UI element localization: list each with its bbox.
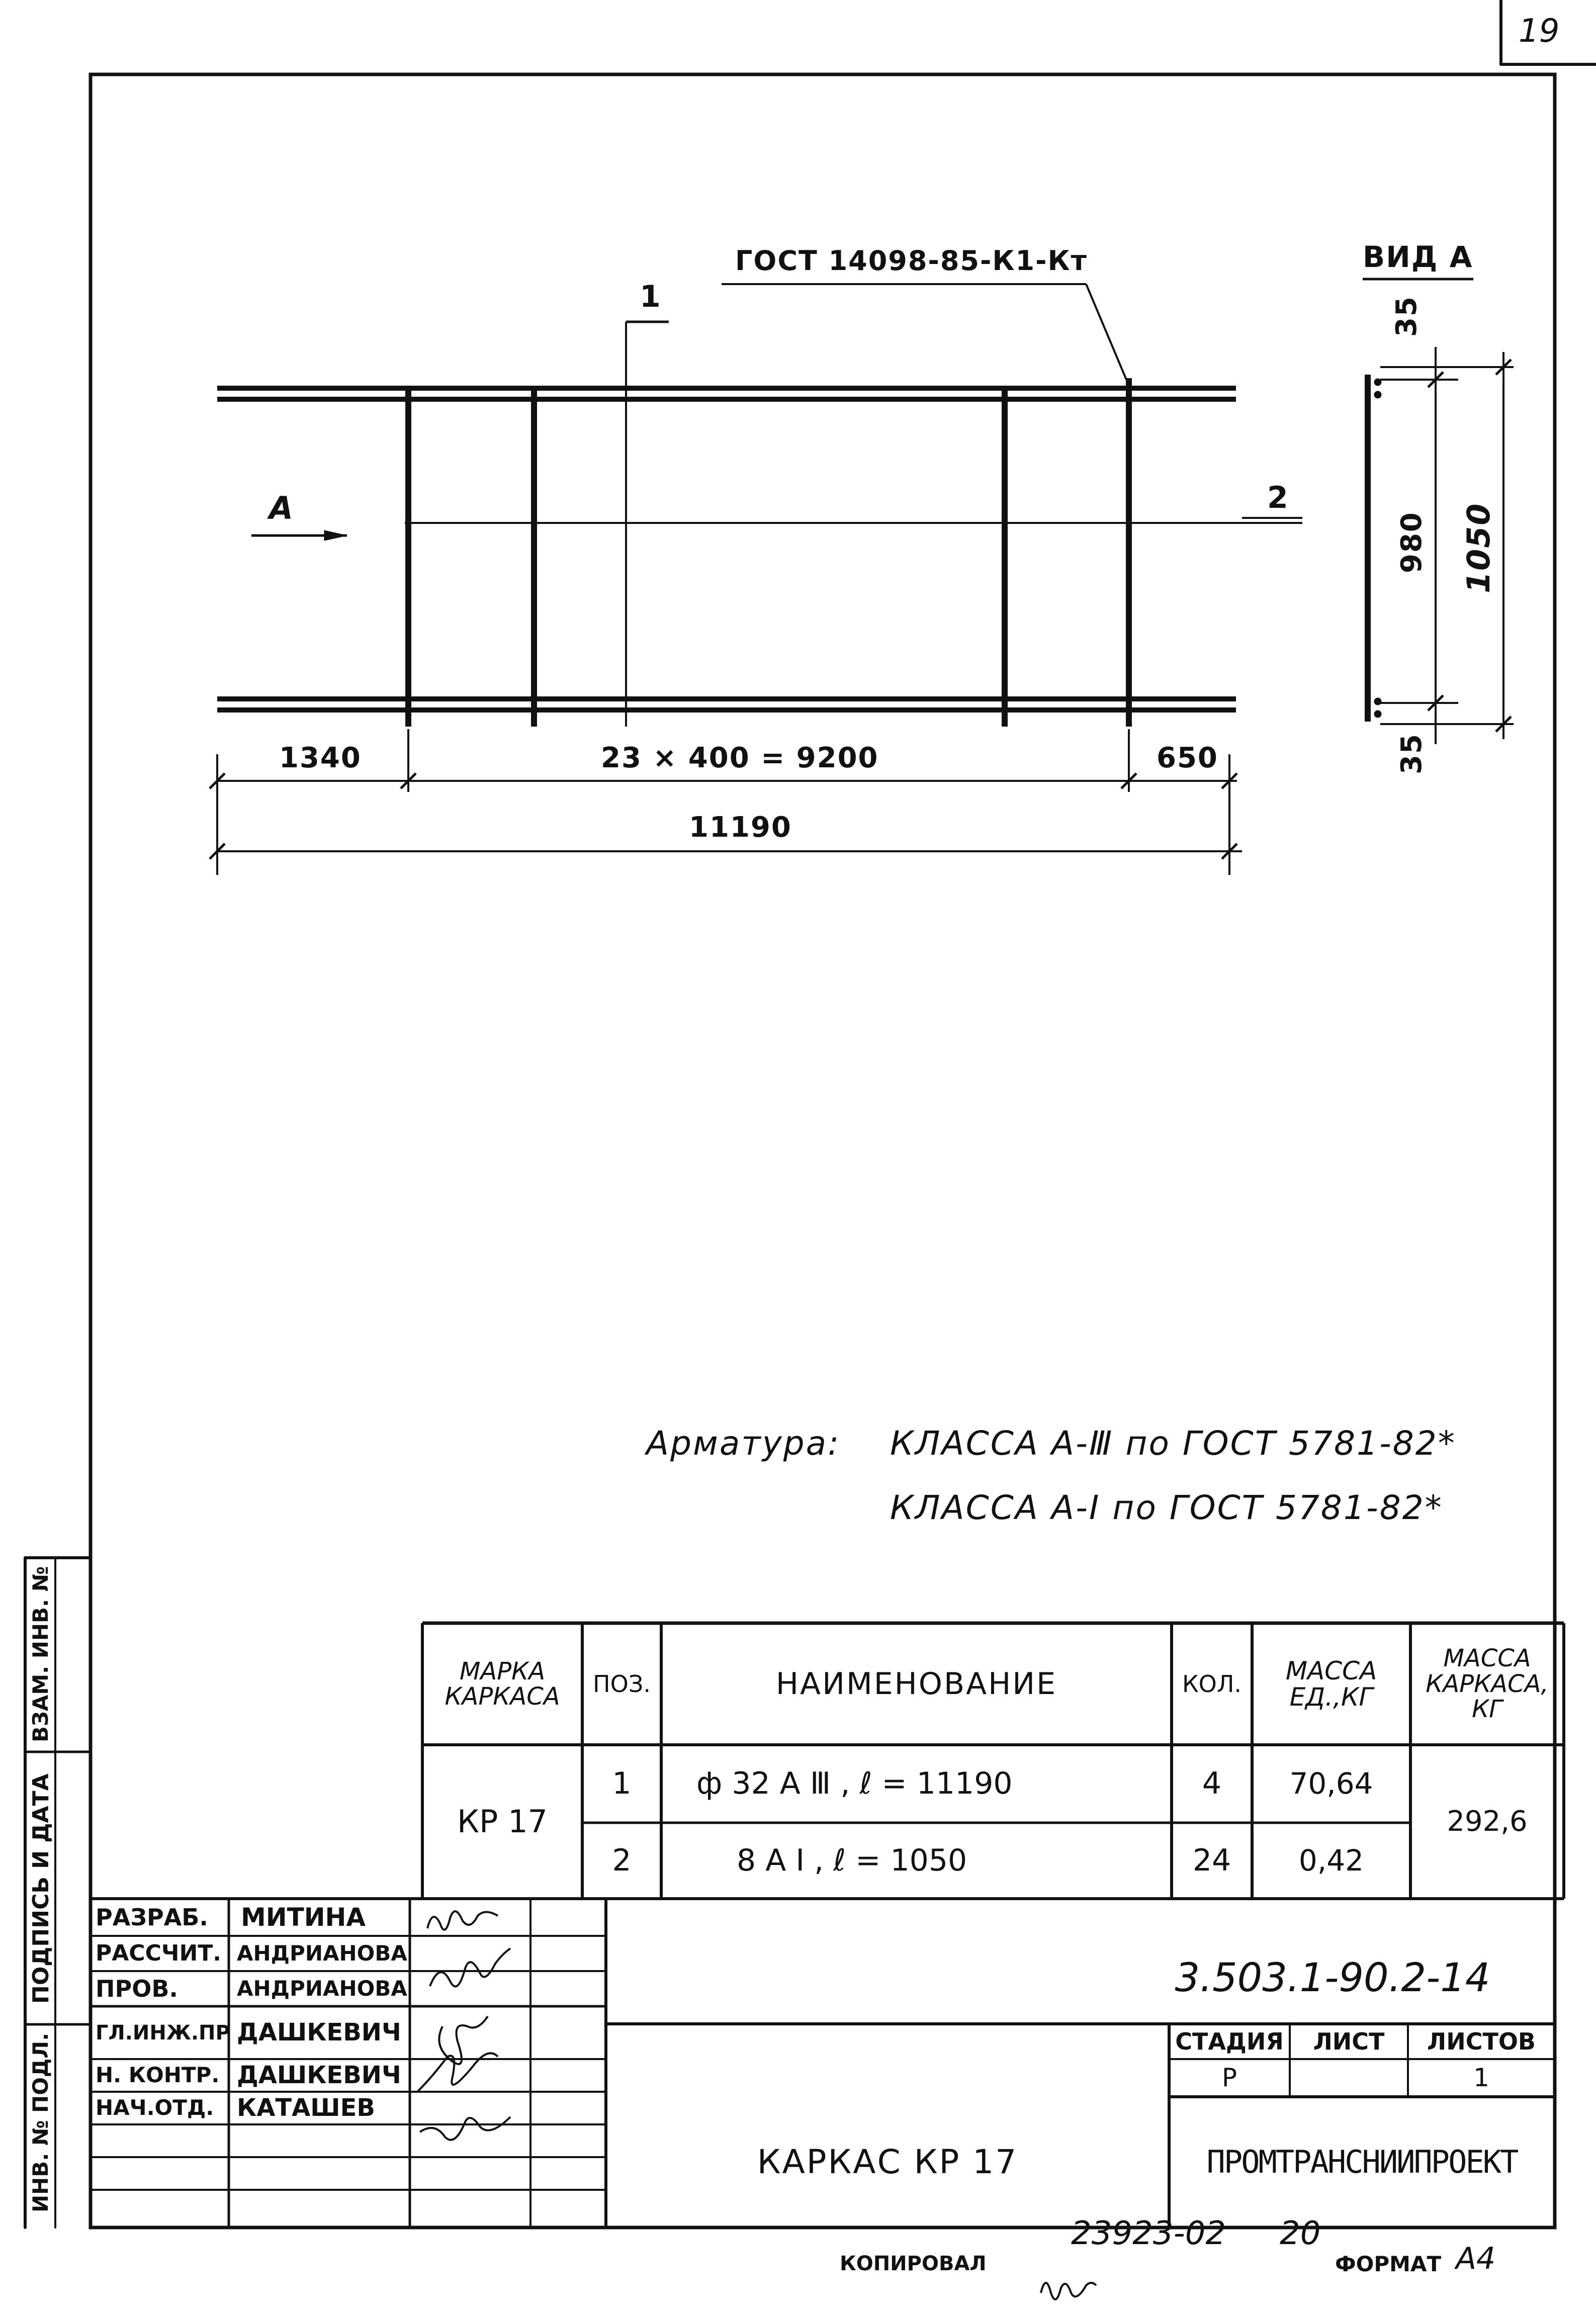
stamp-sign-date: ПОДПИСЬ И ДАТА	[28, 1773, 54, 2004]
notes-line-1: КЛАССА А-Ⅲ по ГОСТ 5781-82*	[890, 1424, 1456, 1463]
side-dim-bottom: 35	[1395, 733, 1428, 774]
stamp-inv-original: ИНВ. № ПОДЛ.	[28, 2032, 53, 2212]
copied-label: КОПИРОВАЛ	[840, 2252, 987, 2275]
header-mass-total: МАССА КАРКАСА, КГ	[1426, 1644, 1549, 1724]
signer-role-1: РАЗРАБ.	[96, 1903, 208, 1931]
section-1-label: 1	[640, 279, 662, 314]
dim-middle: 23 × 400 = 9200	[601, 742, 879, 774]
order-suffix: 20	[1280, 2215, 1321, 2252]
row-1-mass: 70,64	[1289, 1766, 1373, 1801]
sheet-label: ЛИСТ	[1313, 2027, 1385, 2055]
view-arrow-label: А	[269, 490, 294, 526]
stamp-vzam-inv: ВЗАМ. ИНВ. №	[28, 1566, 53, 1742]
header-mark: МАРКА КАРКАСА	[445, 1657, 560, 1711]
signer-name-4: ДАШКЕВИЧ	[237, 2018, 401, 2047]
dim-total: 11190	[689, 811, 792, 844]
format-value: А4	[1456, 2241, 1496, 2276]
row-1-qty: 4	[1202, 1766, 1222, 1801]
signer-role-4: ГЛ.ИНЖ.ПР	[96, 2021, 230, 2044]
sheet-number: 19	[1519, 13, 1560, 50]
drawing-title: КАРКАС КР 17	[757, 2143, 1018, 2182]
doc-code: 3.503.1-90.2-14	[1175, 1955, 1490, 2001]
row-1-name: ф 32 А Ⅲ , ℓ = 11190	[696, 1766, 1013, 1801]
side-dim-inner: 980	[1395, 511, 1428, 573]
spec-mark: КР 17	[457, 1803, 548, 1840]
signer-name-2: АНДРИАНОВА	[237, 1940, 407, 1966]
signer-name-3: АНДРИАНОВА	[237, 1976, 407, 2001]
dim-left: 1340	[279, 742, 362, 774]
sheets-value: 1	[1473, 2063, 1489, 2093]
side-dim-outer: 1050	[1460, 502, 1497, 593]
sheet-value	[1290, 2059, 1408, 2097]
organization: ПРОМТРАНСНИИПРОЕКТ	[1206, 2144, 1518, 2181]
notes-line-2: КЛАССА А-Ⅰ по ГОСТ 5781-82*	[890, 1488, 1443, 1527]
header-mass-unit: МАССА ЕД.,КГ	[1285, 1656, 1377, 1712]
signatures	[417, 1911, 510, 2140]
row-2-mass: 0,42	[1298, 1843, 1364, 1878]
row-1-pos: 1	[612, 1766, 632, 1801]
notes-prefix: Арматура:	[646, 1424, 841, 1463]
header-name: НАИМЕНОВАНИЕ	[775, 1666, 1057, 1702]
signer-role-2: РАССЧИТ.	[96, 1940, 221, 1966]
order-number: 23923-02	[1071, 2215, 1226, 2252]
side-dim-top: 35	[1390, 296, 1423, 337]
copier-signature	[1036, 2263, 1116, 2308]
gost-label: ГОСТ 14098-85-К1-Кт	[735, 245, 1088, 277]
header-qty: КОЛ.	[1182, 1670, 1242, 1698]
row-2-name: 8 А Ⅰ , ℓ = 1050	[737, 1843, 967, 1878]
signer-name-6: КАТАШЕВ	[237, 2094, 375, 2122]
section-2-label: 2	[1267, 480, 1289, 515]
signer-role-6: НАЧ.ОТД.	[96, 2095, 214, 2120]
row-2-qty: 24	[1192, 1843, 1231, 1878]
row-2-pos: 2	[612, 1843, 632, 1878]
signer-name-5: ДАШКЕВИЧ	[237, 2061, 401, 2090]
signer-role-3: ПРОВ.	[96, 1975, 178, 2002]
signer-name-1: МИТИНА	[241, 1902, 366, 1932]
stage-value: Р	[1221, 2063, 1237, 2093]
sheets-label: ЛИСТОВ	[1427, 2027, 1536, 2055]
signer-role-5: Н. КОНТР.	[96, 2063, 220, 2088]
format-label: ФОРМАТ	[1335, 2252, 1442, 2276]
view-a-label: ВИД А	[1363, 240, 1473, 274]
stage-label: СТАДИЯ	[1175, 2027, 1284, 2055]
dim-right: 650	[1157, 742, 1218, 774]
header-pos: ПОЗ.	[593, 1670, 651, 1698]
spec-total-mass: 292,6	[1447, 1805, 1528, 1838]
